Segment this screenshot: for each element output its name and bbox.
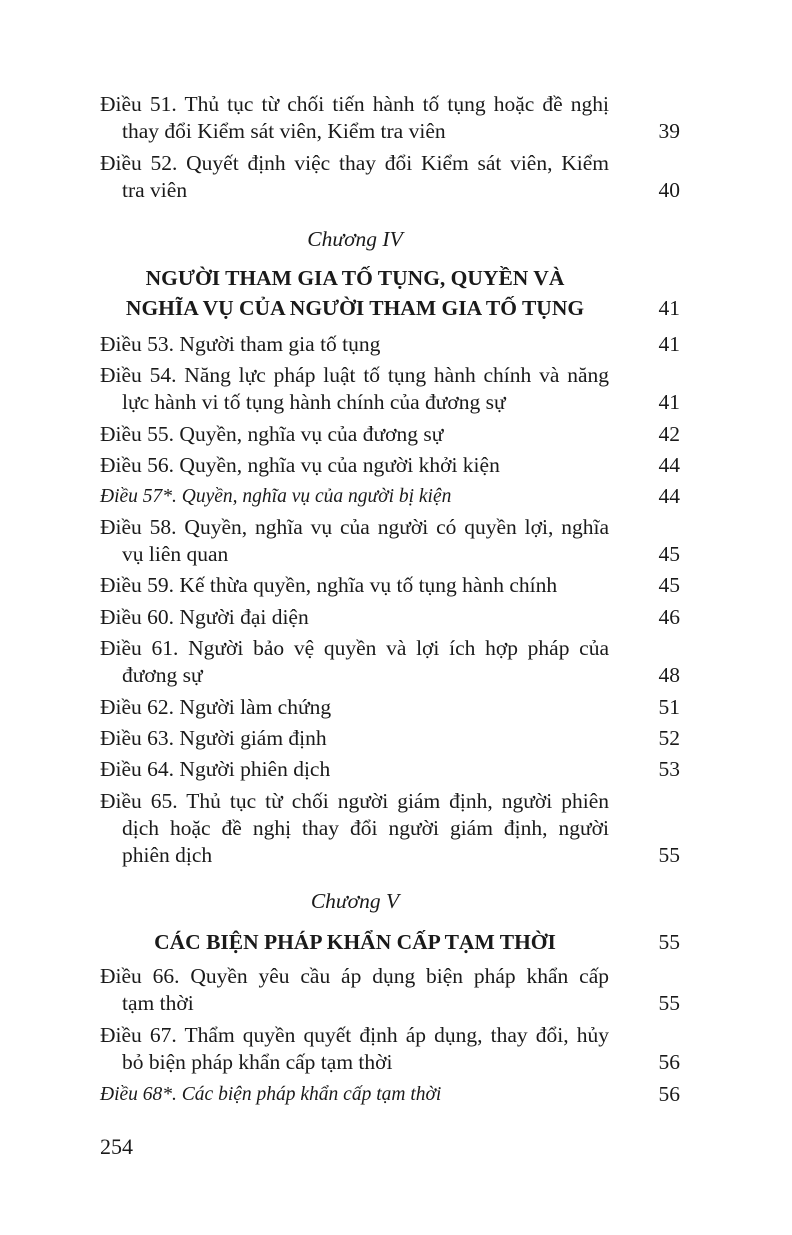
entry-text: Điều 51. Thủ tục từ chối tiến hành tố tụng hoặc đề nghị bbox=[100, 92, 609, 116]
page-number: 39 bbox=[658, 119, 680, 143]
entry-text: lực hành vi tố tụng hành chính của đương sự bbox=[122, 390, 506, 414]
toc-entry-dieu-60 bbox=[100, 604, 680, 631]
entry-text: Điều 68*. Các biện pháp khẩn cấp tạm thời bbox=[100, 1084, 442, 1105]
toc-entry-dieu-51 bbox=[100, 91, 680, 145]
toc-entry-dieu-58 bbox=[100, 514, 680, 568]
toc-entry-dieu-52 bbox=[100, 150, 680, 204]
toc-entry-dieu-61 bbox=[100, 635, 680, 689]
toc-entry-dieu-59 bbox=[100, 572, 680, 599]
toc-entry-dieu-62 bbox=[100, 694, 680, 721]
entry-text: Điều 53. Người tham gia tố tụng bbox=[100, 332, 381, 356]
entry-text: phiên dịch bbox=[122, 843, 213, 867]
page-number: 42 bbox=[658, 422, 680, 446]
entry-text: Điều 67. Thẩm quyền quyết định áp dụng, thay đổi, hủy bbox=[100, 1023, 609, 1047]
entry-text: Điều 61. Người bảo vệ quyền và lợi ích hợp pháp của bbox=[100, 636, 609, 660]
entry-text: Điều 52. Quyết định việc thay đổi Kiểm sát viên, Kiểm bbox=[100, 151, 609, 175]
page-number: 44 bbox=[658, 453, 680, 477]
entry-text: Điều 56. Quyền, nghĩa vụ của người khởi kiện bbox=[100, 453, 500, 477]
entry-text: thay đổi Kiểm sát viên, Kiểm tra viên bbox=[122, 119, 446, 143]
toc-entry-dieu-53 bbox=[100, 331, 680, 358]
toc-entry-dieu-64 bbox=[100, 756, 680, 783]
page-number: 40 bbox=[658, 178, 680, 202]
toc-entry-dieu-55 bbox=[100, 421, 680, 448]
entry-text: Điều 64. Người phiên dịch bbox=[100, 757, 331, 781]
toc-entry-dieu-54 bbox=[100, 362, 680, 416]
chapter-title-line: CÁC BIỆN PHÁP KHẨN CẤP TẠM THỜI bbox=[154, 930, 556, 954]
page-number: 48 bbox=[658, 663, 680, 687]
page-number: 41 bbox=[658, 332, 680, 356]
entry-text: Điều 65. Thủ tục từ chối người giám định, người phiên bbox=[100, 789, 609, 813]
entry-text: Điều 59. Kế thừa quyền, nghĩa vụ tố tụng hành chính bbox=[100, 573, 558, 597]
toc-entry-dieu-56 bbox=[100, 452, 680, 479]
chapter-title bbox=[100, 263, 680, 323]
page-number: 45 bbox=[658, 573, 680, 597]
toc-entry-dieu-68 bbox=[100, 1081, 680, 1108]
entry-text: Điều 60. Người đại diện bbox=[100, 605, 309, 629]
page-number: 52 bbox=[658, 726, 680, 750]
page-number: 51 bbox=[658, 695, 680, 719]
chapter-title-line: NGƯỜI THAM GIA TỐ TỤNG, QUYỀN VÀ bbox=[145, 266, 565, 290]
entry-text: Điều 63. Người giám định bbox=[100, 726, 327, 750]
chapter-label: Chương IV bbox=[307, 227, 403, 251]
entry-text: Điều 58. Quyền, nghĩa vụ của người có quyền lợi, nghĩa bbox=[100, 515, 609, 539]
entry-text: dịch hoặc đề nghị thay đổi người giám định, người bbox=[122, 816, 609, 840]
page-number: 41 bbox=[658, 296, 680, 320]
entry-text: vụ liên quan bbox=[122, 542, 229, 566]
toc-entry-dieu-67 bbox=[100, 1022, 680, 1076]
entry-text: Điều 62. Người làm chứng bbox=[100, 695, 332, 719]
page-folio: 254 bbox=[100, 1134, 133, 1159]
page-number: 44 bbox=[658, 484, 680, 508]
entry-text: Điều 55. Quyền, nghĩa vụ của đương sự bbox=[100, 422, 444, 446]
page-number: 55 bbox=[658, 930, 680, 954]
toc-entry-dieu-66 bbox=[100, 963, 680, 1017]
chapter-title bbox=[100, 927, 680, 957]
page-number: 45 bbox=[658, 542, 680, 566]
entry-text: đương sự bbox=[122, 663, 203, 687]
entry-text: Điều 54. Năng lực pháp luật tố tụng hành chính và năng bbox=[100, 363, 609, 387]
entry-text: tạm thời bbox=[122, 991, 194, 1015]
page-number: 56 bbox=[658, 1050, 680, 1074]
entry-text: Điều 66. Quyền yêu cầu áp dụng biện pháp khẩn cấp bbox=[100, 964, 609, 988]
page-number: 55 bbox=[658, 843, 680, 867]
page-number: 46 bbox=[658, 605, 680, 629]
toc-entry-dieu-63 bbox=[100, 725, 680, 752]
chapter-title-line: NGHĨA VỤ CỦA NGƯỜI THAM GIA TỐ TỤNG bbox=[125, 296, 585, 320]
page-number: 56 bbox=[658, 1082, 680, 1106]
page-number: 41 bbox=[658, 390, 680, 414]
entry-text: Điều 57*. Quyền, nghĩa vụ của người bị kiện bbox=[100, 486, 452, 507]
toc-entry-dieu-65 bbox=[100, 788, 680, 869]
entry-text: bỏ biện pháp khẩn cấp tạm thời bbox=[122, 1050, 393, 1074]
page-number: 55 bbox=[658, 991, 680, 1015]
page-number: 53 bbox=[658, 757, 680, 781]
toc-entry-dieu-57 bbox=[100, 483, 680, 510]
chapter-label: Chương V bbox=[310, 889, 400, 913]
entry-text: tra viên bbox=[122, 178, 188, 202]
